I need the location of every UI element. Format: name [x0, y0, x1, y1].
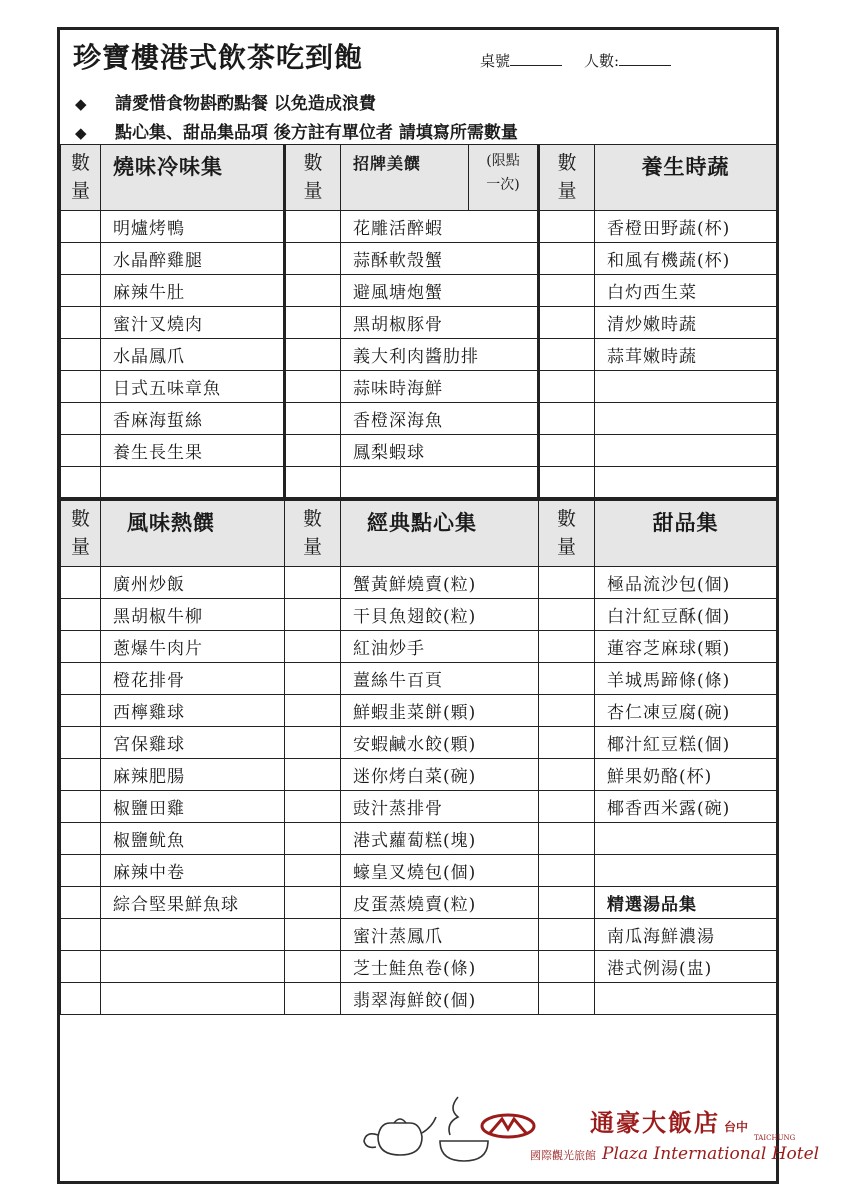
qty-input-cell[interactable]	[539, 919, 595, 951]
qty-input-cell[interactable]	[61, 983, 101, 1015]
qty-input-cell[interactable]	[539, 339, 595, 371]
menu-item: 薑絲牛百頁	[341, 663, 539, 695]
menu-item: 義大利肉醬肋排	[341, 339, 539, 371]
menu-item	[341, 467, 539, 499]
menu-item: 黑胡椒豚骨	[341, 307, 539, 339]
qty-header: 數 量	[539, 501, 595, 567]
menu-item: 皮蛋蒸燒賣(粒)	[341, 887, 539, 919]
hotel-name-en: Plaza International Hotel	[602, 1144, 820, 1164]
menu-item	[595, 823, 777, 855]
qty-input-cell[interactable]	[61, 435, 101, 467]
qty-input-cell[interactable]	[61, 371, 101, 403]
qty-input-cell[interactable]	[285, 823, 341, 855]
menu-item	[101, 983, 285, 1015]
menu-row	[61, 663, 777, 695]
qty-input-cell[interactable]	[285, 371, 341, 403]
qty-input-cell[interactable]	[285, 791, 341, 823]
qty-input-cell[interactable]	[285, 887, 341, 919]
qty-input-cell[interactable]	[285, 759, 341, 791]
menu-item: 港式例湯(盅)	[595, 951, 777, 983]
menu-item: 鮮果奶酪(杯)	[595, 759, 777, 791]
qty-input-cell[interactable]	[285, 467, 341, 499]
qty-input-cell[interactable]	[285, 855, 341, 887]
qty-header: 數 量	[61, 501, 101, 567]
menu-item: 港式蘿蔔糕(塊)	[341, 823, 539, 855]
hotel-city: 台中	[724, 1120, 749, 1134]
diamond-bullet-icon: ◆	[75, 124, 87, 142]
menu-row	[61, 339, 777, 371]
qty-input-cell[interactable]	[285, 567, 341, 599]
people-count-field[interactable]	[619, 51, 671, 66]
table-info	[480, 50, 671, 71]
menu-row	[61, 307, 777, 339]
category-title: 養生時蔬	[595, 145, 777, 211]
category-title: 燒味冷味集	[101, 145, 285, 211]
menu-item: 鳳梨蝦球	[341, 435, 539, 467]
qty-input-cell[interactable]	[539, 275, 595, 307]
qty-header: 數 量	[285, 145, 341, 211]
menu-item: 紅油炒手	[341, 631, 539, 663]
qty-input-cell[interactable]	[539, 435, 595, 467]
qty-input-cell[interactable]	[285, 243, 341, 275]
menu-item: 安蝦鹹水餃(顆)	[341, 727, 539, 759]
menu-item: 椰香西米露(碗)	[595, 791, 777, 823]
menu-row	[61, 727, 777, 759]
menu-item: 蓮容芝麻球(顆)	[595, 631, 777, 663]
menu-item: 蒜酥軟殼蟹	[341, 243, 539, 275]
menu-item	[101, 467, 285, 499]
menu-item	[595, 855, 777, 887]
menu-row	[61, 599, 777, 631]
qty-input-cell[interactable]	[539, 727, 595, 759]
menu-row	[61, 435, 777, 467]
menu-item: 椒鹽鱿魚	[101, 823, 285, 855]
qty-input-cell[interactable]	[285, 307, 341, 339]
category-title: 經典點心集	[341, 501, 539, 567]
qty-input-cell[interactable]	[61, 211, 101, 243]
qty-input-cell[interactable]	[61, 631, 101, 663]
menu-row	[61, 371, 777, 403]
menu-row	[61, 887, 777, 919]
qty-input-cell[interactable]	[285, 983, 341, 1015]
menu-item: 花雕活醉蝦	[341, 211, 539, 243]
qty-input-cell[interactable]	[61, 403, 101, 435]
menu-title: 珍寶樓港式飲茶吃到飽	[73, 41, 364, 74]
table-number-label: 桌號	[480, 52, 511, 70]
hotel-logo	[530, 1103, 819, 1164]
menu-row	[61, 211, 777, 243]
menu-item: 白汁紅豆酥(個)	[595, 599, 777, 631]
hotel-logo-icon	[480, 1111, 536, 1141]
menu-item: 水晶鳳爪	[101, 339, 285, 371]
menu-row	[61, 275, 777, 307]
menu-row	[61, 695, 777, 727]
menu-header	[60, 30, 776, 144]
menu-row	[61, 403, 777, 435]
menu-item: 麻辣中卷	[101, 855, 285, 887]
menu-item: 鮮蝦韭菜餅(顆)	[341, 695, 539, 727]
qty-input-cell[interactable]	[61, 243, 101, 275]
menu-item	[101, 919, 285, 951]
menu-item: 宮保雞球	[101, 727, 285, 759]
menu-item	[595, 435, 777, 467]
qty-input-cell[interactable]	[539, 663, 595, 695]
menu-item: 干貝魚翅餃(粒)	[341, 599, 539, 631]
qty-input-cell[interactable]	[285, 339, 341, 371]
qty-input-cell[interactable]	[61, 663, 101, 695]
menu-row	[61, 791, 777, 823]
menu-item: 蔥爆牛肉片	[101, 631, 285, 663]
menu-row	[61, 467, 777, 499]
menu-item: 迷你烤白菜(碗)	[341, 759, 539, 791]
menu-item	[595, 371, 777, 403]
menu-item: 極品流沙包(個)	[595, 567, 777, 599]
diamond-bullet-icon: ◆	[75, 95, 87, 113]
qty-input-cell[interactable]	[61, 951, 101, 983]
menu-sheet	[57, 27, 820, 1184]
qty-input-cell[interactable]	[285, 919, 341, 951]
menu-row	[61, 951, 777, 983]
qty-input-cell[interactable]	[285, 275, 341, 307]
qty-input-cell[interactable]	[285, 403, 341, 435]
menu-item: 香橙田野蔬(杯)	[595, 211, 777, 243]
qty-header: 數 量	[61, 145, 101, 211]
menu-row	[61, 567, 777, 599]
menu-item	[101, 951, 285, 983]
qty-input-cell[interactable]	[539, 983, 595, 1015]
category-title: 風味熱饌	[101, 501, 285, 567]
menu-item	[595, 403, 777, 435]
note-2: ◆ 點心集、甜品集品項 後方註有單位者 請填寫所需數量	[75, 123, 518, 143]
menu-item: 西檸雞球	[101, 695, 285, 727]
section-1-header	[61, 145, 777, 211]
menu-footer	[60, 1041, 820, 1181]
menu-item: 水晶醉雞腿	[101, 243, 285, 275]
menu-item: 南瓜海鮮濃湯	[595, 919, 777, 951]
menu-item: 椰汁紅豆糕(個)	[595, 727, 777, 759]
menu-item: 綜合堅果鮮魚球	[101, 887, 285, 919]
menu-item: 清炒嫩時蔬	[595, 307, 777, 339]
menu-item	[595, 467, 777, 499]
limit-note: (限點 一次)	[469, 145, 539, 211]
teapot-icon	[350, 1093, 490, 1173]
menu-item: 明爐烤鴨	[101, 211, 285, 243]
menu-item: 麻辣牛肚	[101, 275, 285, 307]
category-title: 招牌美饌	[341, 145, 469, 211]
qty-input-cell[interactable]	[61, 727, 101, 759]
qty-input-cell[interactable]	[539, 759, 595, 791]
qty-input-cell[interactable]	[539, 371, 595, 403]
qty-input-cell[interactable]	[61, 823, 101, 855]
qty-input-cell[interactable]	[539, 243, 595, 275]
qty-input-cell[interactable]	[539, 467, 595, 499]
menu-item: 日式五味章魚	[101, 371, 285, 403]
menu-row	[61, 243, 777, 275]
qty-input-cell[interactable]	[539, 567, 595, 599]
qty-input-cell[interactable]	[539, 211, 595, 243]
qty-input-cell[interactable]	[285, 435, 341, 467]
menu-row	[61, 631, 777, 663]
qty-header: 數 量	[539, 145, 595, 211]
qty-input-cell[interactable]	[539, 307, 595, 339]
qty-input-cell[interactable]	[61, 887, 101, 919]
hotel-subtitle: 國際觀光旅館	[530, 1149, 596, 1162]
menu-item: 羊城馬蹄條(條)	[595, 663, 777, 695]
qty-input-cell[interactable]	[539, 887, 595, 919]
menu-item: 和風有機蔬(杯)	[595, 243, 777, 275]
menu-row	[61, 855, 777, 887]
section-1-table	[60, 144, 777, 500]
qty-input-cell[interactable]	[539, 791, 595, 823]
menu-item: 翡翠海鮮餃(個)	[341, 983, 539, 1015]
menu-row	[61, 759, 777, 791]
menu-item	[595, 983, 777, 1015]
qty-input-cell[interactable]	[61, 467, 101, 499]
menu-item: 芝士鮭魚卷(條)	[341, 951, 539, 983]
menu-item: 白灼西生菜	[595, 275, 777, 307]
qty-input-cell[interactable]	[61, 307, 101, 339]
qty-input-cell[interactable]	[539, 855, 595, 887]
menu-row	[61, 919, 777, 951]
qty-input-cell[interactable]	[61, 791, 101, 823]
menu-item: 蒜茸嫩時蔬	[595, 339, 777, 371]
menu-item: 橙花排骨	[101, 663, 285, 695]
qty-input-cell[interactable]	[61, 339, 101, 371]
menu-item: 避風塘炮蟹	[341, 275, 539, 307]
qty-input-cell[interactable]	[539, 599, 595, 631]
qty-header: 數 量	[285, 501, 341, 567]
section-2-table	[60, 500, 777, 1015]
menu-item: 椒鹽田雞	[101, 791, 285, 823]
qty-input-cell[interactable]	[285, 211, 341, 243]
qty-input-cell[interactable]	[285, 727, 341, 759]
section-2-header	[61, 501, 777, 567]
qty-input-cell[interactable]	[539, 403, 595, 435]
menu-item: 黑胡椒牛柳	[101, 599, 285, 631]
menu-item: 豉汁蒸排骨	[341, 791, 539, 823]
qty-input-cell[interactable]	[61, 759, 101, 791]
qty-input-cell[interactable]	[61, 919, 101, 951]
people-count-label: 人數:	[584, 52, 620, 70]
menu-item: 廣州炒飯	[101, 567, 285, 599]
menu-item: 杏仁凍豆腐(碗)	[595, 695, 777, 727]
qty-input-cell[interactable]	[61, 695, 101, 727]
qty-input-cell[interactable]	[61, 855, 101, 887]
menu-item: 蜜汁蒸鳳爪	[341, 919, 539, 951]
menu-item: 香橙深海魚	[341, 403, 539, 435]
menu-item: 蒜味時海鮮	[341, 371, 539, 403]
hotel-city-en: TAICHUNG	[754, 1134, 796, 1142]
qty-input-cell[interactable]	[61, 275, 101, 307]
menu-item: 精選湯品集	[595, 887, 777, 919]
menu-row	[61, 983, 777, 1015]
qty-input-cell[interactable]	[285, 599, 341, 631]
menu-item: 蟹黃鮮燒賣(粒)	[341, 567, 539, 599]
menu-item: 麻辣肥腸	[101, 759, 285, 791]
qty-input-cell[interactable]	[61, 567, 101, 599]
category-title: 甜品集	[595, 501, 777, 567]
table-number-field[interactable]	[510, 51, 562, 66]
menu-item: 香麻海蜇絲	[101, 403, 285, 435]
hotel-name: 通豪大飯店	[590, 1108, 720, 1137]
qty-input-cell[interactable]	[539, 823, 595, 855]
qty-input-cell[interactable]	[61, 599, 101, 631]
qty-input-cell[interactable]	[539, 951, 595, 983]
qty-input-cell[interactable]	[285, 631, 341, 663]
qty-input-cell[interactable]	[539, 695, 595, 727]
qty-input-cell[interactable]	[285, 695, 341, 727]
menu-item: 蜜汁叉燒肉	[101, 307, 285, 339]
menu-row	[61, 823, 777, 855]
qty-input-cell[interactable]	[285, 951, 341, 983]
menu-item: 養生長生果	[101, 435, 285, 467]
qty-input-cell[interactable]	[285, 663, 341, 695]
note-1: ◆ 請愛惜食物斟酌點餐 以免造成浪費	[75, 94, 376, 114]
qty-input-cell[interactable]	[539, 631, 595, 663]
menu-item: 蠔皇叉燒包(個)	[341, 855, 539, 887]
